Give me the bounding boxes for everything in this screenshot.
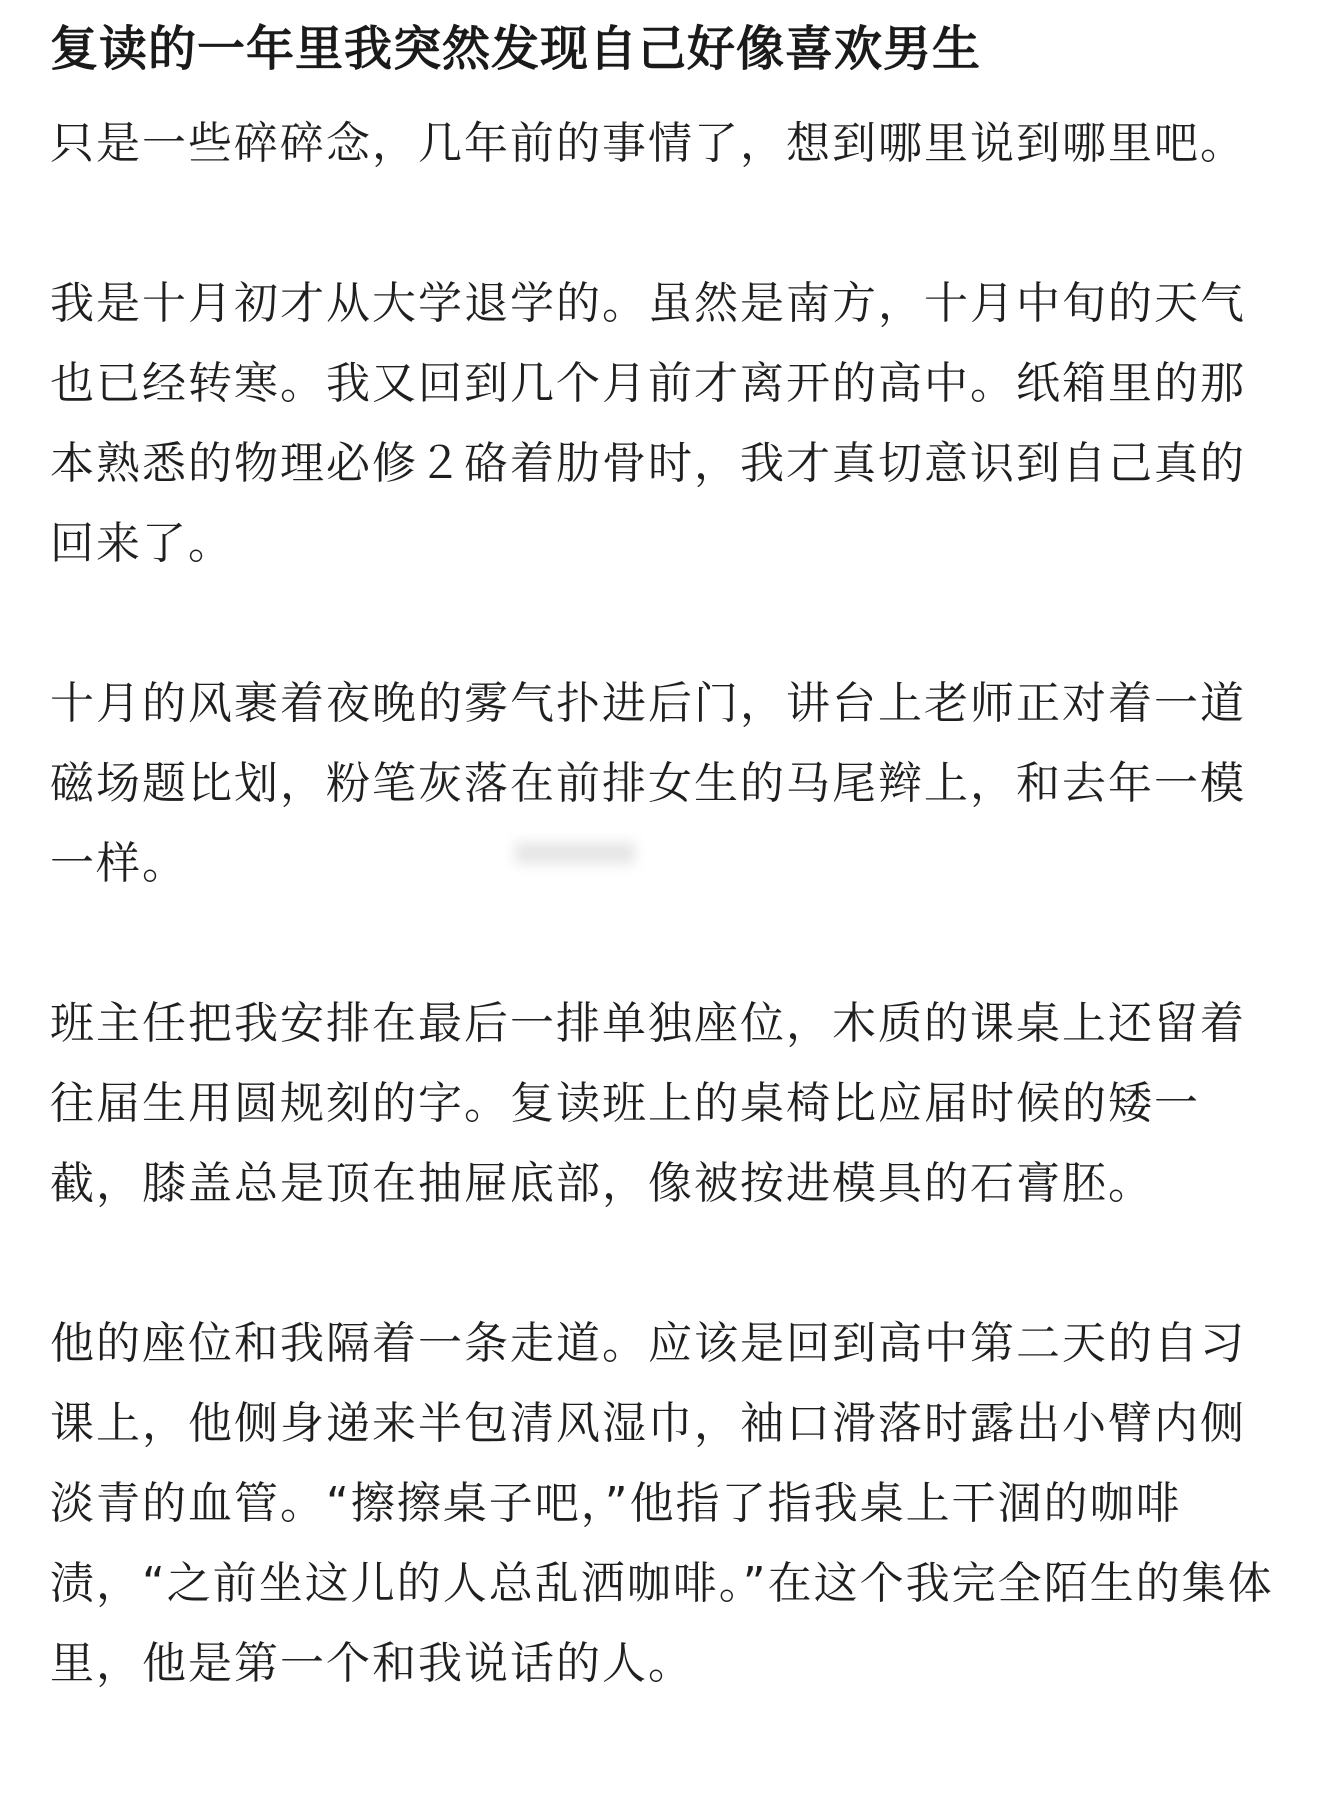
paragraph: 我是十月初才从大学退学的。虽然是南方，十月中旬的天气也已经转寒。我又回到几个月前才离开的高中。纸箱里的那本熟悉的物理必修２硌着肋骨时，我才真切意识到自己真的回来了。 [50, 278, 1246, 569]
paragraph: 他的座位和我隔着一条走道。应该是回到高中第二天的自习课上，他侧身递来半包清风湿巾，袖口滑落时露出小臂内侧淡青的血管。“擦擦桌子吧，”他指了指我桌上干涸的咖啡渍，“之前坐这儿的人总乱洒咖啡。”在这个我完全陌生的集体里，他是第一个和我说话的人。 [50, 1318, 1274, 1689]
post-title: 复读的一年里我突然发现自己好像喜欢男生 [50, 21, 982, 77]
article [50, 12, 1280, 1784]
paragraph: 只是一些碎碎念，几年前的事情了，想到哪里说到哪里吧。 [50, 118, 1246, 169]
paragraph: 十月的风裹着夜晚的雾气扑进后门，讲台上老师正对着一道磁场题比划，粉笔灰落在前排女生的马尾辫上，和去年一模一样。 [50, 678, 1246, 889]
blurred-watermark [515, 842, 635, 864]
paragraph: 班主任把我安排在最后一排单独座位，木质的课桌上还留着往届生用圆规刻的字。复读班上的桌椅比应届时候的矮一截，膝盖总是顶在抽屉底部，像被按进模具的石膏胚。 [50, 998, 1246, 1209]
